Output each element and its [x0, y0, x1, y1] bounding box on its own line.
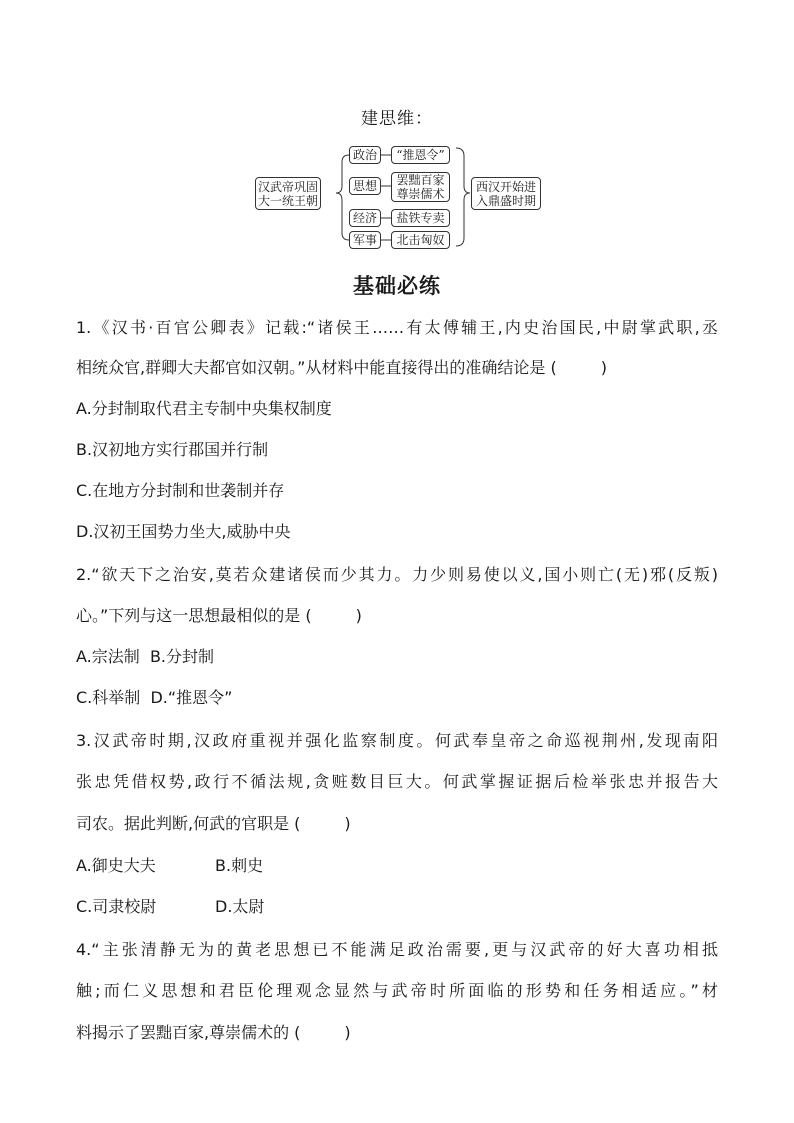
mindmap-diagram	[0, 0, 794, 260]
question-2-options-row	[76, 688, 232, 708]
mindmap-measure-xiongnu	[391, 231, 450, 249]
mindmap-root-box	[255, 177, 321, 210]
close-paren: )	[344, 814, 351, 833]
question-1-line: 1.《汉书·百官公卿表》记载:“诸侯王……有太傅辅王,内史治国民,中尉掌武职,丞	[76, 318, 718, 337]
measure-label: 北击匈奴	[396, 233, 445, 247]
mindmap-result-line: 入鼎盛时期	[475, 193, 536, 208]
mindmap-category-politics	[349, 146, 381, 164]
right-brace	[456, 148, 470, 246]
mindmap-root-line: 汉武帝巩固	[257, 179, 318, 194]
question-4-line: 4.“主张清静无为的黄老思想已不能满足政治需要,更与汉武帝的好大喜功相抵	[76, 940, 718, 959]
question-3-stem-end: 司农。据此判断,何武的官职是 (	[76, 814, 301, 833]
question-4-line	[76, 1023, 351, 1043]
measure-label: 尊崇儒术	[396, 187, 445, 201]
question-2-option: D.“推恩令”	[150, 688, 233, 707]
close-paren: )	[344, 1023, 351, 1042]
question-2-option: C.科举制	[76, 688, 141, 707]
measure-label: 罢黜百家	[396, 173, 445, 187]
measure-label: 盐铁专卖	[396, 211, 445, 225]
question-2-stem-end: 心。”下列与这一思想最相似的是 (	[76, 606, 312, 625]
question-3-option: A.御史大夫	[76, 856, 156, 875]
mindmap-category-military	[349, 231, 381, 249]
question-1-line	[76, 358, 607, 378]
question-2-option: A.宗法制	[76, 647, 140, 666]
question-3-options-row	[76, 856, 263, 876]
question-4-line: 触;而仁义思想和君臣伦理观念显然与武帝时所面临的形势和任务相适应。”材	[76, 981, 718, 1000]
question-3-line: 3.汉武帝时期,汉政府重视并强化监察制度。何武奉皇帝之命巡视荆州,发现南阳	[76, 731, 718, 750]
category-label: 思想	[352, 179, 377, 193]
question-3-line: 张忠凭借权势,政行不循法规,贪赃数目巨大。何武掌握证据后检举张忠并报告大	[76, 772, 718, 791]
question-2-option: B.分封制	[149, 647, 215, 666]
mindmap-result-box	[471, 177, 541, 210]
question-1-option: D.汉初王国势力坐大,威胁中央	[76, 522, 291, 541]
mindmap-result-line: 西汉开始进	[475, 179, 536, 194]
category-label: 经济	[352, 211, 377, 225]
measure-label: “推恩令”	[396, 148, 445, 162]
category-label: 政治	[352, 148, 377, 162]
mindmap-measure-salt-iron	[391, 209, 450, 227]
close-paren: )	[600, 358, 607, 377]
question-2-line	[76, 606, 362, 626]
mindmap-title: 建思维：	[361, 109, 433, 129]
section-title: 基础必练	[353, 274, 441, 298]
question-1-stem-end: 相统众官,群卿大夫都官如汉朝。”从材料中能直接得出的准确结论是 (	[76, 358, 557, 377]
question-1-option: C.在地方分封制和世袭制并存	[76, 481, 285, 500]
question-3-options-row	[76, 897, 264, 917]
question-3-option: D.太尉	[215, 897, 265, 916]
question-3-line	[76, 814, 351, 834]
question-3-option: B.刺史	[215, 856, 264, 875]
question-3-option: C.司隶校尉	[76, 897, 157, 916]
mindmap-category-economy	[349, 209, 381, 227]
mindmap-measure-confucianism	[391, 172, 450, 202]
question-1-option: B.汉初地方实行郡国并行制	[76, 440, 269, 459]
mindmap-measure-tuienling	[391, 146, 450, 164]
question-2-options-row	[76, 647, 214, 667]
question-4-stem-end: 料揭示了罢黜百家,尊崇儒术的 (	[76, 1023, 301, 1042]
mindmap-category-thought	[349, 177, 381, 195]
question-2-line: 2.“欲天下之治安,莫若众建诸侯而少其力。力少则易使以义,国小则亡(无)邪(反叛)	[76, 565, 718, 584]
question-1-option: A.分封制取代君主专制中央集权制度	[76, 399, 332, 418]
category-label: 军事	[352, 233, 377, 247]
left-brace	[336, 155, 349, 240]
close-paren: )	[355, 606, 362, 625]
mindmap-root-line: 大一统王朝	[257, 193, 318, 208]
